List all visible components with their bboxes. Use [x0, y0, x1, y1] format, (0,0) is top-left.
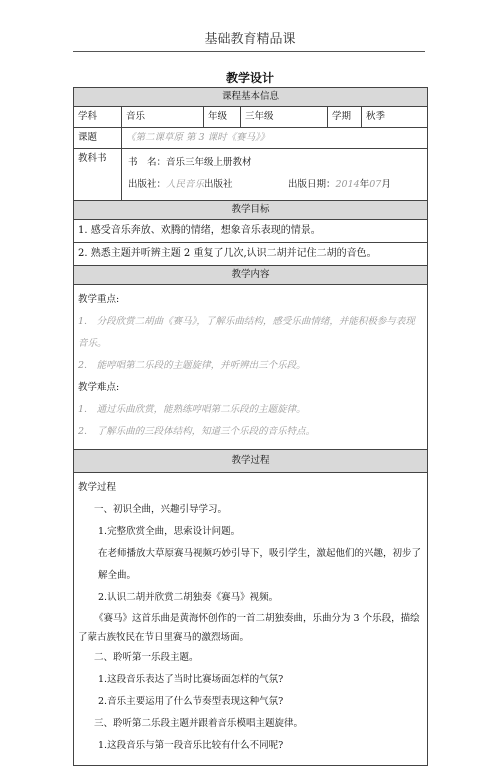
month-char: 月	[381, 179, 391, 190]
textbook-row	[74, 149, 428, 201]
topic-label: 课题	[74, 128, 122, 149]
content-block	[74, 285, 428, 450]
subject-label: 学科	[74, 107, 122, 128]
process-line: 三、聆听第二乐段主题并跟着音乐模唱主题旋律。	[94, 718, 304, 729]
process-line: 二、聆听第一乐段主题。	[94, 652, 199, 663]
publisher-label: 出版社：	[128, 179, 167, 190]
term-label: 学期	[328, 107, 362, 128]
process-line: 在老师播放大草原赛马视频巧妙引导下，吸引学生，激起他们的兴趣，初步了解全曲。	[98, 548, 422, 581]
process-line: 一、初识全曲，兴趣引导学习。	[94, 504, 228, 515]
publisher-line	[128, 174, 423, 196]
process-line: 2.音乐主要运用了什么节奏型表现这种气氛?	[98, 696, 284, 707]
topic-value: 《第二课草原 第 3 课时《赛马》》	[122, 128, 428, 149]
term-value: 秋季	[362, 107, 428, 128]
book-name-label: 书 名：	[128, 157, 167, 168]
section-process: 教学过程	[74, 450, 428, 473]
pub-year: 2014	[335, 179, 360, 190]
book-name-value: 音乐三年级上册教材	[166, 157, 252, 168]
difficulty-item: 1. 通过乐曲欣赏，能熟练哼唱第二乐段的主题旋律。	[78, 404, 306, 415]
section-content: 教学内容	[74, 266, 428, 285]
publisher-suffix: 出版社	[204, 179, 233, 190]
process-block	[74, 473, 428, 766]
section-goals: 教学目标	[74, 201, 428, 220]
topic-row	[74, 128, 428, 149]
process-line: 1.这段音乐与第一段音乐比较有什么不同呢?	[98, 740, 284, 751]
document-title: 教学设计	[225, 71, 274, 85]
process-line: 2.认识二胡并欣赏二胡独奏《赛马》视频。	[98, 592, 279, 603]
section-basic-info: 课程基本信息	[74, 88, 428, 107]
pub-month: 07	[369, 179, 382, 190]
pubdate-label: 出版日期：	[288, 179, 336, 190]
lesson-design-table	[73, 87, 428, 766]
process-line: 1.这段音乐表达了当时比赛场面怎样的气氛?	[98, 674, 284, 685]
subject-value: 音乐	[122, 107, 204, 128]
key-points-label: 教学重点:	[78, 294, 120, 305]
key-point-item: 1. 分段欣赏二胡曲《赛马》，了解乐曲结构，感受乐曲情绪，并能积极参与表现音乐。	[78, 316, 415, 349]
process-label: 教学过程	[78, 482, 117, 493]
key-point-item: 2. 能哼唱第二乐段的主题旋律，并听辨出三个乐段。	[78, 360, 306, 371]
process-paragraph: 《赛马》这首乐曲是黄海怀创作的一首二胡独奏曲，乐曲分为 3 个乐段，描绘了蒙古族牧民在节日里赛马的激烈场面。	[78, 613, 420, 643]
grade-label: 年级	[204, 107, 241, 128]
year-char: 年	[359, 179, 370, 190]
goal-item: 1. 感受音乐奔放、欢腾的情绪，想象音乐表现的情景。	[74, 220, 428, 243]
grade-value: 三年级	[241, 107, 328, 128]
book-name-line	[128, 152, 423, 174]
goal-item: 2. 熟悉主题并听辨主题 2 重复了几次,认识二胡并记住二胡的音色。	[74, 243, 428, 266]
difficulty-item: 2. 了解乐曲的三段体结构，知道三个乐段的音乐特点。	[78, 426, 316, 437]
difficulty-label: 教学难点:	[78, 382, 120, 393]
process-line: 1.完整欣赏全曲，思索设计问题。	[98, 526, 241, 537]
publisher-name: 人民音乐	[166, 179, 205, 190]
textbook-label: 教科书	[74, 149, 122, 201]
header-divider	[73, 51, 425, 52]
subject-row	[74, 107, 428, 128]
page-header: 基础教育精品课	[204, 32, 296, 47]
